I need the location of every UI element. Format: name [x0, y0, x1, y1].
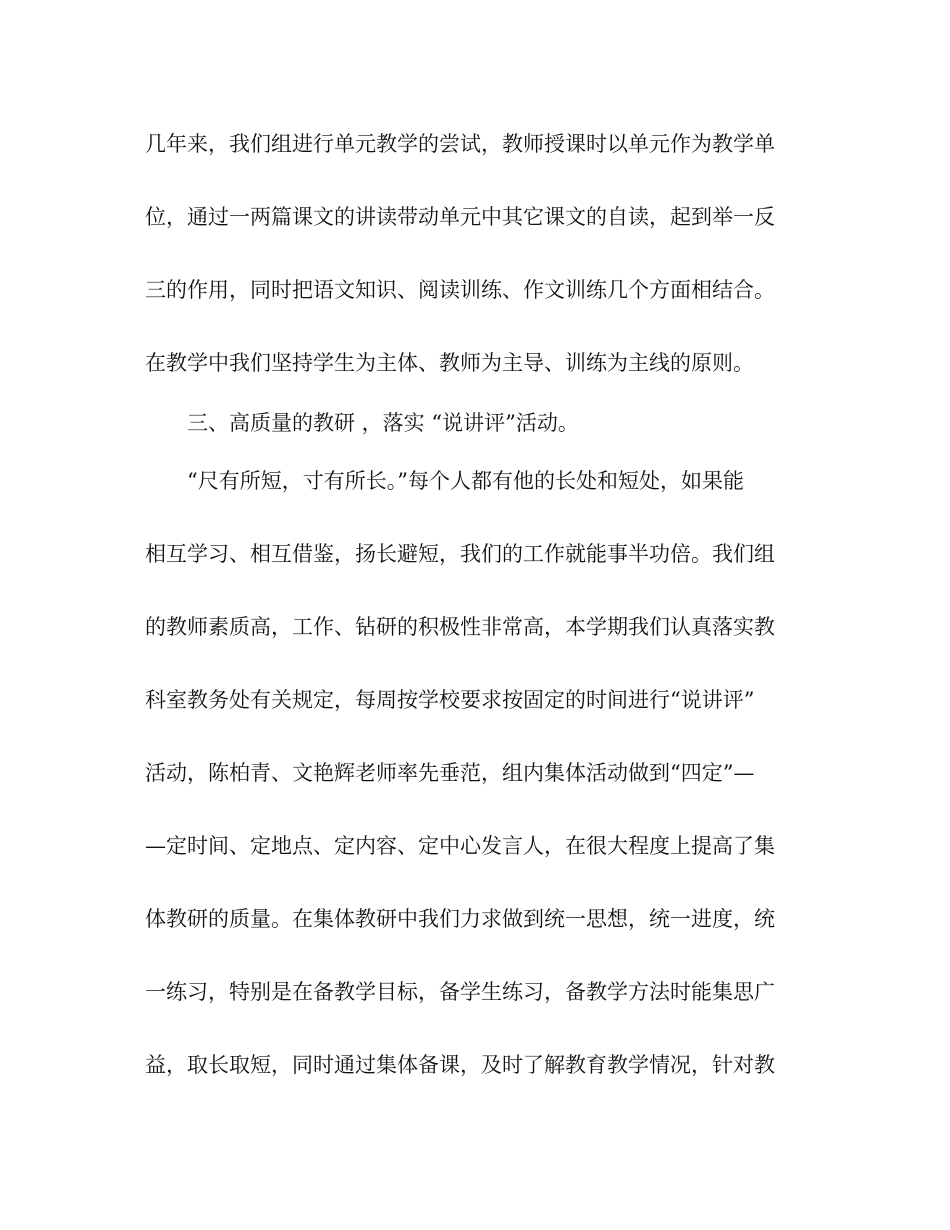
- section-heading: 三、高质量的教研 ，落实 “说讲评”活动。: [187, 411, 579, 435]
- paragraph-1-line-4: 在教学中我们坚持学生为主体、教师为主导、训练为主线的原则。: [145, 351, 754, 375]
- paragraph-2-line-2: 相互学习、相互借鉴，扬长避短，我们的工作就能事半功倍。我们组: [145, 542, 775, 566]
- paragraph-2-line-1: “尺有所短，寸有所长。”每个人都有他的长处和短处，如果能: [187, 469, 744, 493]
- paragraph-2-line-4: 科室教务处有关规定，每周按学校要求按固定的时间进行“说讲评”: [145, 688, 755, 712]
- paragraph-2-line-9: 益，取长取短，同时通过集体备课，及时了解教育教学情况，针对教: [145, 1053, 775, 1077]
- paragraph-2-line-3: 的教师素质高，工作、钻研的积极性非常高，本学期我们认真落实教: [145, 615, 775, 639]
- paragraph-2-line-7: 体教研的质量。在集体教研中我们力求做到统一思想，统一进度，统: [145, 907, 775, 931]
- paragraph-1-line-3: 三的作用，同时把语文知识、阅读训练、作文训练几个方面相结合。: [145, 278, 775, 302]
- paragraph-1-line-1: 几年来，我们组进行单元教学的尝试，教师授课时以单元作为教学单: [145, 132, 775, 156]
- paragraph-1-line-2: 位，通过一两篇课文的讲读带动单元中其它课文的自读，起到举一反: [145, 205, 775, 229]
- paragraph-2-line-6: —定时间、定地点、定内容、定中心发言人，在很大程度上提高了集: [145, 834, 775, 858]
- paragraph-2-line-8: 一练习，特别是在备教学目标，备学生练习，备教学方法时能集思广: [145, 980, 775, 1004]
- paragraph-2-line-5: 活动，陈柏青、文艳辉老师率先垂范，组内集体活动做到“四定”—: [145, 761, 755, 785]
